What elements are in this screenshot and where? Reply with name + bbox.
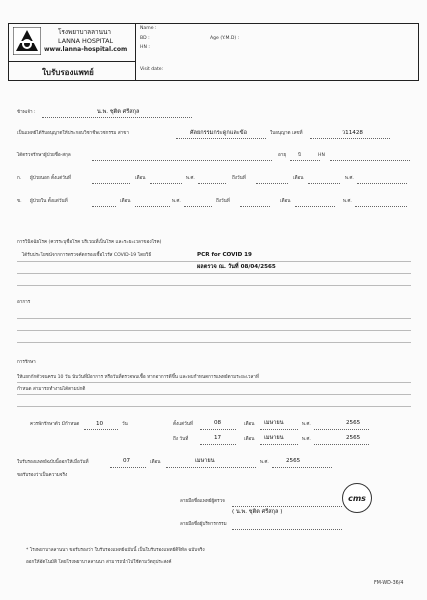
hospital-logo — [13, 27, 41, 55]
treatment-rule-3 — [17, 406, 411, 407]
cms-stamp-text: cms — [348, 493, 366, 503]
doctor-line — [42, 117, 192, 118]
inpatient-year2-line — [355, 206, 407, 207]
patient-hn-label: HN : — [140, 45, 150, 50]
rest-to-month: เมษายน — [264, 435, 284, 441]
inpatient-year-label: พ.ศ. — [172, 199, 181, 204]
outpatient-year-line — [198, 183, 226, 184]
issued-month-label: เดือน — [150, 460, 161, 465]
issued-year-label: พ.ศ. — [260, 460, 269, 465]
symptoms-rule-1 — [17, 318, 411, 319]
inpatient-month2-line — [295, 206, 335, 207]
patient-age-label: Age (Y.M.D) : — [210, 36, 240, 41]
rest-from-day: 08 — [214, 420, 222, 426]
outpatient-year2-line — [357, 183, 407, 184]
diagnosis-rule-2 — [17, 273, 411, 274]
issued-label: ใบรับรองแพทย์ฉบับนี้ออกให้เมื่อวันที่ — [17, 460, 89, 465]
age-line — [290, 160, 320, 161]
outpatient-day-line — [92, 183, 130, 184]
license-number: ว11428 — [342, 130, 363, 136]
rest-to-day: 17 — [214, 435, 222, 441]
symptoms-rule-2 — [17, 330, 411, 331]
header-divider — [135, 23, 136, 81]
outpatient-to-label: ถึงวันที่ — [232, 176, 246, 181]
doctor-signature-label: ลายมือชื่อแพทย์ผู้ตรวจ — [180, 499, 225, 504]
diagnosis-pcr: PCR for COVID 19 — [197, 252, 252, 258]
form-code: FM-WD-36/4 — [374, 581, 404, 586]
issued-month-line — [166, 467, 256, 468]
diagnosis-rule-1 — [17, 261, 411, 262]
year-label: ปี — [298, 153, 301, 158]
admin-signature-label: ลายมือชื่อผู้บริหารกรรม — [180, 522, 227, 527]
outpatient-year-label: พ.ศ. — [186, 176, 195, 181]
hospital-name-en: LANNA HOSPITAL — [58, 37, 114, 45]
outpatient-to-line — [256, 183, 288, 184]
rest-from-year-label: พ.ศ. — [302, 422, 311, 427]
outpatient-month2-label: เดือน — [293, 176, 304, 181]
treatment-line2: กำหนด สามารถทำงานได้ตามปกติ — [17, 387, 86, 392]
symptoms-rule-3 — [17, 342, 411, 343]
outpatient-letter: ก. — [17, 176, 22, 181]
patient-bd-label: BD : — [140, 36, 150, 41]
footer-note-2: ออกให้อัตโนมัติ โดยโรงพยาบาลลานนา สามารถนำไปใช้ตามวัตถุประสงค์ — [26, 560, 172, 565]
header-title-rule — [8, 61, 135, 62]
doctor-signature-line — [232, 506, 342, 507]
admin-signature-line — [232, 529, 342, 530]
outpatient-month2-line — [308, 183, 340, 184]
rest-day-unit: วัน — [122, 422, 128, 427]
hn-label: HN — [318, 153, 325, 158]
inpatient-day-line — [92, 206, 116, 207]
issued-month: เมษายน — [195, 458, 215, 464]
treatment-rule-2 — [17, 394, 411, 395]
doctor-signature-name: ( น.พ. ชุติต ศรีสกุล ) — [232, 509, 283, 515]
specialty: ศัลยกรรมกระดูกและข้อ — [190, 130, 247, 136]
age-label: อายุ — [278, 153, 287, 158]
rest-to-day-line — [200, 444, 236, 445]
issued-year: 2565 — [286, 458, 301, 464]
inpatient-month-line — [135, 206, 170, 207]
diagnosis-rule-3 — [17, 285, 411, 286]
issued-truth: ขอรับรองว่าเป็นความจริง — [17, 473, 68, 478]
patient-name-label: Name : — [140, 26, 157, 31]
footer-note-1: * โรงพยาบาลลานนา ขอรับรองว่า ใบรับรองแพทย์ฉบับนี้ เป็นใบรับรองแพทย์ดิจิทัล ฉบับจริง — [26, 548, 205, 553]
inpatient-to-label: ถึงวันที่ — [216, 199, 230, 204]
hospital-website: www.lanna-hospital.com — [44, 46, 128, 53]
hn-line — [330, 160, 410, 161]
rest-to-year-line — [314, 444, 369, 445]
rest-from-year: 2565 — [346, 420, 361, 426]
outpatient-year2-label: พ.ศ. — [345, 176, 354, 181]
treatment-label: การรักษา — [17, 360, 36, 365]
rest-to-label: ถึง วันที่ — [173, 437, 189, 442]
rest-label: ควรพักรักษาตัว มีกำหนด — [30, 422, 80, 427]
patient-label: ได้ตรวจรักษาผู้ป่วยชื่อ-สกุล — [17, 153, 71, 158]
diagnosis-result: ผลตรวจ ณ. วันที่ 08/04/2565 — [197, 264, 276, 270]
rest-from-month: เมษายน — [264, 420, 284, 426]
doctor-label: ข้าพเจ้า : — [17, 110, 36, 115]
rest-to-month-line — [260, 444, 298, 445]
cms-stamp — [342, 483, 372, 513]
rest-from-label: ตั้งแต่วันที่ — [173, 422, 193, 427]
treatment-line1: ให้แยกกักตัวจนครบ 10 วัน นับวันที่มีอาการ หรือวันที่ตรวจพบเชื้อ หากอาการดีขึ้น และพบกำหนดการแพทย์ตามระยะเวลาที่ — [17, 375, 259, 380]
rest-days: 10 — [96, 421, 104, 427]
issued-year-line — [272, 467, 332, 468]
rest-to-year-label: พ.ศ. — [302, 437, 311, 442]
symptoms-label: อาการ — [17, 300, 31, 305]
license-text: เป็นแพทย์ได้รับอนุญาตให้ประกอบวิชาชีพเวชกรรม สาขา — [17, 131, 129, 136]
license-label: ใบอนุญาต เลขที่ — [270, 131, 303, 136]
visit-date-label: Visit date: — [140, 67, 164, 72]
hospital-name-th: โรงพยาบาลลานนา — [58, 28, 111, 36]
rest-to-month-label: เดือน — [244, 437, 255, 442]
patient-name-line — [92, 160, 272, 161]
diagnosis-line1: ได้รับประโยชน์จากการตรวจคัดกรองเชื้อไวรัส COVID-19 โดยวิธี — [22, 253, 152, 258]
rest-to-year: 2565 — [346, 435, 361, 441]
diagnosis-label: การวินิจฉัยโรค (ควรระบุชื่อโรค บริเวณที่เป็นโรค และระยะเวลาของโรค) — [17, 240, 162, 245]
outpatient-month-label: เดือน — [135, 176, 146, 181]
inpatient-to-line — [240, 206, 270, 207]
doctor-name: น.พ. ชุติต ศรีสกุล — [97, 109, 140, 115]
issued-day-line — [110, 467, 146, 468]
rest-from-month-line — [260, 429, 298, 430]
outpatient-month-line — [150, 183, 182, 184]
inpatient-month-label: เดือน — [120, 199, 131, 204]
inpatient-letter: ข. — [17, 199, 22, 204]
specialty-line — [176, 138, 266, 139]
inpatient-label: ผู้ป่วยใน ตั้งแต่วันที่ — [30, 199, 68, 204]
issued-day: 07 — [123, 458, 131, 464]
treatment-rule-1 — [17, 382, 411, 383]
document-title: ใบรับรองแพทย์ — [42, 68, 94, 77]
outpatient-label: ผู้ป่วยนอก ตั้งแต่วันที่ — [30, 176, 71, 181]
rest-days-line — [84, 429, 118, 430]
rest-from-year-line — [314, 429, 369, 430]
inpatient-month2-label: เดือน — [280, 199, 291, 204]
rest-from-month-label: เดือน — [244, 422, 255, 427]
rest-from-day-line — [200, 429, 236, 430]
license-line — [310, 138, 390, 139]
inpatient-year2-label: พ.ศ. — [343, 199, 352, 204]
inpatient-year-line — [184, 206, 212, 207]
